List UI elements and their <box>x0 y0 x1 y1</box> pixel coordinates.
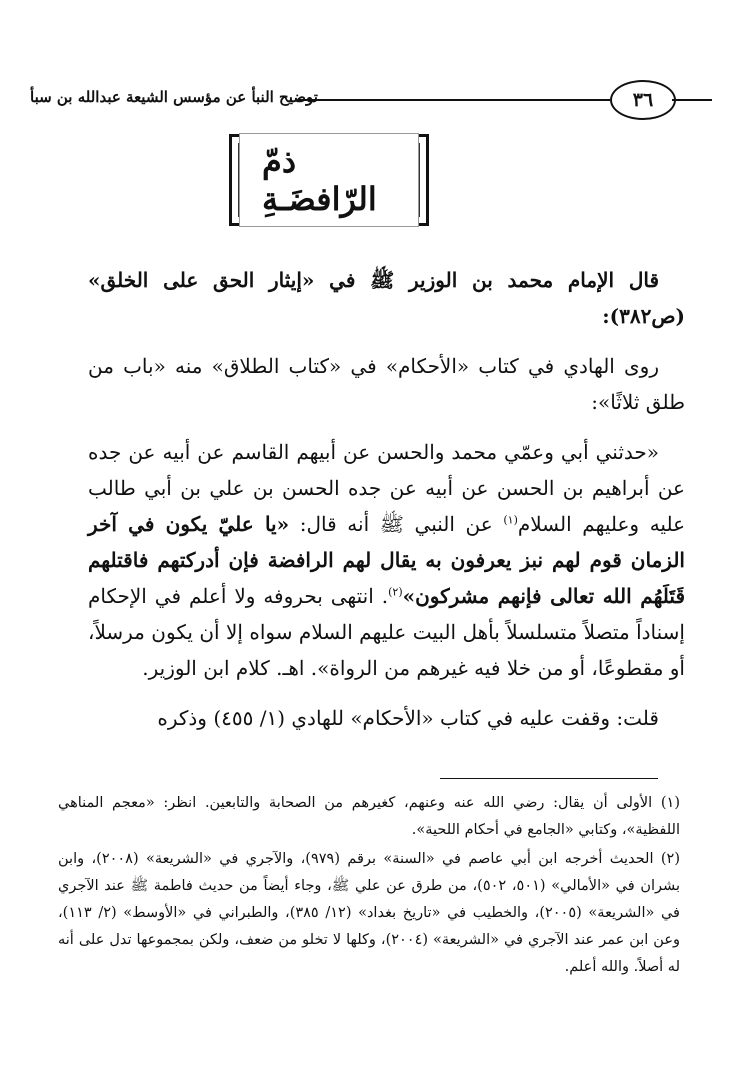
footnote-ref-1[interactable]: (١) <box>503 513 518 527</box>
footnote-1: (١) الأولى أن يقال: رضي الله عنه وعنهم، كغيرهم من الصحابة والتابعين. انظر: «معجم المناهي اللفظية»، وكتابي «الجامع في أحكام اللحية». <box>58 795 680 838</box>
paragraph-3-end: . انتهى بحروفه ولا أعلم في الإحكام إسناداً متصلاً متسلسلاً بأهل البيت عليهم السلام سواه إلا أن يكون مرسلاً، أو مقطوعًا، أو من خلا فيه غيرهم من الرواة». اهـ. كلام ابن الوزير. <box>88 584 685 680</box>
footnote-ref-2[interactable]: (٢) <box>388 585 403 599</box>
hadith-quote: «يا عليّ يكون في آخر الزمان قوم لهم نبز يعرفون به يقال لهم الرافضة فإن أدركتهم فاقتلهم قَتَلَهُم الله تعالى فإنهم مشركون» <box>88 512 685 608</box>
header-rule-right <box>672 99 712 101</box>
main-text <box>88 262 685 750</box>
chapter-title-pattern <box>238 143 420 217</box>
paragraph-1: قال الإمام محمد بن الوزير ﷺ في «إيثار الحق على الخلق» (ص٣٨٢): <box>88 268 685 328</box>
chapter-title: ذمّ الرّافضَـةِ <box>239 133 419 227</box>
running-book-title: توضيح النبأ عن مؤسس الشيعة عبدالله بن سبأ <box>30 88 318 106</box>
footnote-separator <box>440 778 658 779</box>
paragraph-3-mid: عن النبي ﷺ أنه قال: <box>289 512 504 536</box>
paragraph-4: قلت: وقفت عليه في كتاب «الأحكام» للهادي (١/ ٤٥٥) وذكره <box>157 706 659 730</box>
footnotes <box>58 790 680 983</box>
paragraph-2: روى الهادي في كتاب «الأحكام» في «كتاب الطلاق» منه «باب من طلق ثلاثًا»: <box>88 354 685 414</box>
page-header <box>30 78 720 122</box>
footnote-2: (٢) الحديث أخرجه ابن أبي عاصم في «السنة» برقم (٩٧٩)، والآجري في «الشريعة» (٢٠٠٨)، وابن بشران في «الأمالي» (٥٠١، ٥٠٢)، من طرق عن علي ﷺ، وجاء أيضاً من حديث فاطمة ﷺ عند الآجري في «الشريعة» (٢٠٠٥)، والخطيب في «تاريخ بغداد» (١٢/ ٣٨٥)، والطبراني في «الأوسط» (٢/ ١١٣)، وعن ابن عمر عند الآجري في «الشريعة» (٢٠٠٤)، وكلها لا تخلو من ضعف، ولكن بمجموعها تدل على أنه له أصلاً. والله أعلم. <box>58 851 681 975</box>
chapter-title-frame <box>229 134 429 226</box>
paragraph-3 <box>88 434 685 686</box>
page-number: ٣٦ <box>610 80 676 120</box>
header-rule <box>298 99 610 101</box>
paragraph-3-start: «حدثني أبي وعمّي محمد والحسن عن أبيهم القاسم عن أبيه عن جده عن أبراهيم بن الحسن عن أبيه عن جده الحسن بن علي بن أبي طالب عليه وعليهم السلام <box>88 440 686 536</box>
